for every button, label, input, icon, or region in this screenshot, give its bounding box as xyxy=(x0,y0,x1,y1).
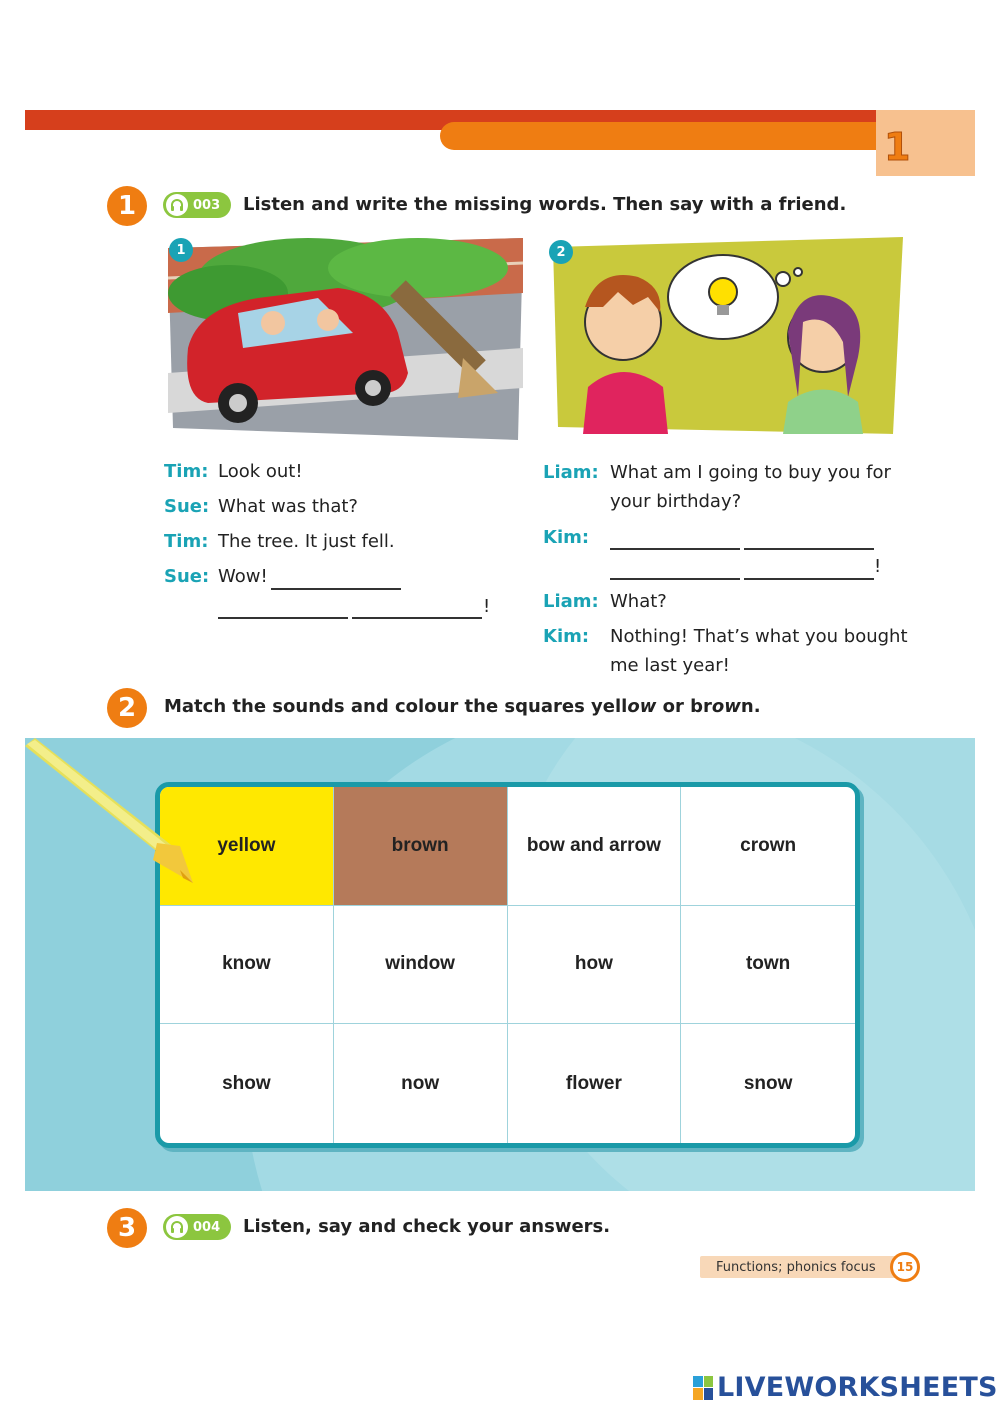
dialogue-line: Nothing! That’s what you bought xyxy=(610,626,908,647)
audio-track-code: 004 xyxy=(193,1219,221,1235)
grid-cell[interactable]: how xyxy=(508,906,682,1025)
instruction-text: Match the sounds and colour the squares yell xyxy=(164,696,628,717)
exercise-1-instruction: Listen and write the missing words. Then say with a friend. xyxy=(243,194,847,215)
picture-boy-girl-idea xyxy=(548,237,903,434)
grid-cell-brown[interactable]: brown xyxy=(334,787,508,906)
picture-2-badge: 2 xyxy=(549,240,573,264)
audio-track-code: 003 xyxy=(193,197,221,213)
brand-text: LIVEWORKSHEETS xyxy=(717,1372,998,1403)
dialogue-line: What? xyxy=(610,591,667,612)
dialogue-speaker: Sue: xyxy=(164,566,210,587)
answer-blank[interactable] xyxy=(744,548,874,550)
grid-cell[interactable]: now xyxy=(334,1024,508,1143)
grid-cell[interactable]: window xyxy=(334,906,508,1025)
grid-cell[interactable]: crown xyxy=(681,787,855,906)
instruction-italic: ow xyxy=(711,696,741,717)
dialogue-speaker: Kim: xyxy=(543,527,590,548)
instruction-italic: ow xyxy=(627,696,657,717)
header-bar-orange xyxy=(440,122,890,150)
exercise-2-number: 2 xyxy=(107,688,147,728)
dialogue-speaker: Tim: xyxy=(164,461,209,482)
dialogue-speaker: Kim: xyxy=(543,626,590,647)
highlighter-pen-icon xyxy=(25,738,205,888)
grid-cell[interactable]: flower xyxy=(508,1024,682,1143)
answer-blank[interactable] xyxy=(610,578,740,580)
picture-car-tree xyxy=(168,238,523,440)
dialogue-line: The tree. It just fell. xyxy=(218,531,395,552)
grid-cell[interactable]: bow and arrow xyxy=(508,787,682,906)
answer-blank[interactable] xyxy=(610,548,740,550)
grid-cell[interactable]: know xyxy=(160,906,334,1025)
dialogue-line: me last year! xyxy=(610,655,730,676)
dialogue-speaker: Sue: xyxy=(164,496,210,517)
dialogue-speaker: Tim: xyxy=(164,531,209,552)
dialogue-line: What was that? xyxy=(218,496,358,517)
exercise-3-instruction: Listen, say and check your answers. xyxy=(243,1216,611,1237)
grid-cell[interactable]: show xyxy=(160,1024,334,1143)
exercise-1-number: 1 xyxy=(107,186,147,226)
dialogue-line: Wow! xyxy=(218,566,268,587)
headphones-icon xyxy=(166,1216,188,1238)
unit-number: 1 xyxy=(884,125,911,169)
answer-blank[interactable] xyxy=(352,617,482,619)
answer-blank[interactable] xyxy=(271,588,401,590)
picture-1-badge: 1 xyxy=(169,238,193,262)
grid-cell-yellow[interactable]: yellow xyxy=(160,787,334,906)
dialogue-speaker: Liam: xyxy=(543,591,599,612)
instruction-text: n. xyxy=(740,696,761,717)
answer-blank[interactable] xyxy=(744,578,874,580)
instruction-text: or br xyxy=(656,696,712,717)
answer-blank[interactable] xyxy=(218,617,348,619)
grid-cell[interactable]: snow xyxy=(743,1072,793,1094)
grid-cell[interactable]: town xyxy=(681,906,855,1025)
liveworksheets-brand[interactable] xyxy=(693,1372,998,1403)
sound-grid xyxy=(155,782,860,1148)
dialogue-speaker: Liam: xyxy=(543,462,599,483)
phonics-focus-label: Functions; phonics focus xyxy=(700,1256,900,1278)
liveworksheets-logo-icon xyxy=(693,1376,713,1400)
dialogue-exclamation: ! xyxy=(874,556,882,577)
headphones-icon xyxy=(166,194,188,216)
dialogue-line: What am I going to buy you for xyxy=(610,462,891,483)
dialogue-exclamation: ! xyxy=(483,596,491,617)
exercise-2-instruction xyxy=(164,696,761,717)
dialogue-line: Look out! xyxy=(218,461,303,482)
exercise-3-number: 3 xyxy=(107,1208,147,1248)
audio-track-004[interactable] xyxy=(163,1214,231,1240)
dialogue-line: your birthday? xyxy=(610,491,742,512)
audio-track-003[interactable] xyxy=(163,192,231,218)
page-number: 15 xyxy=(890,1252,920,1282)
